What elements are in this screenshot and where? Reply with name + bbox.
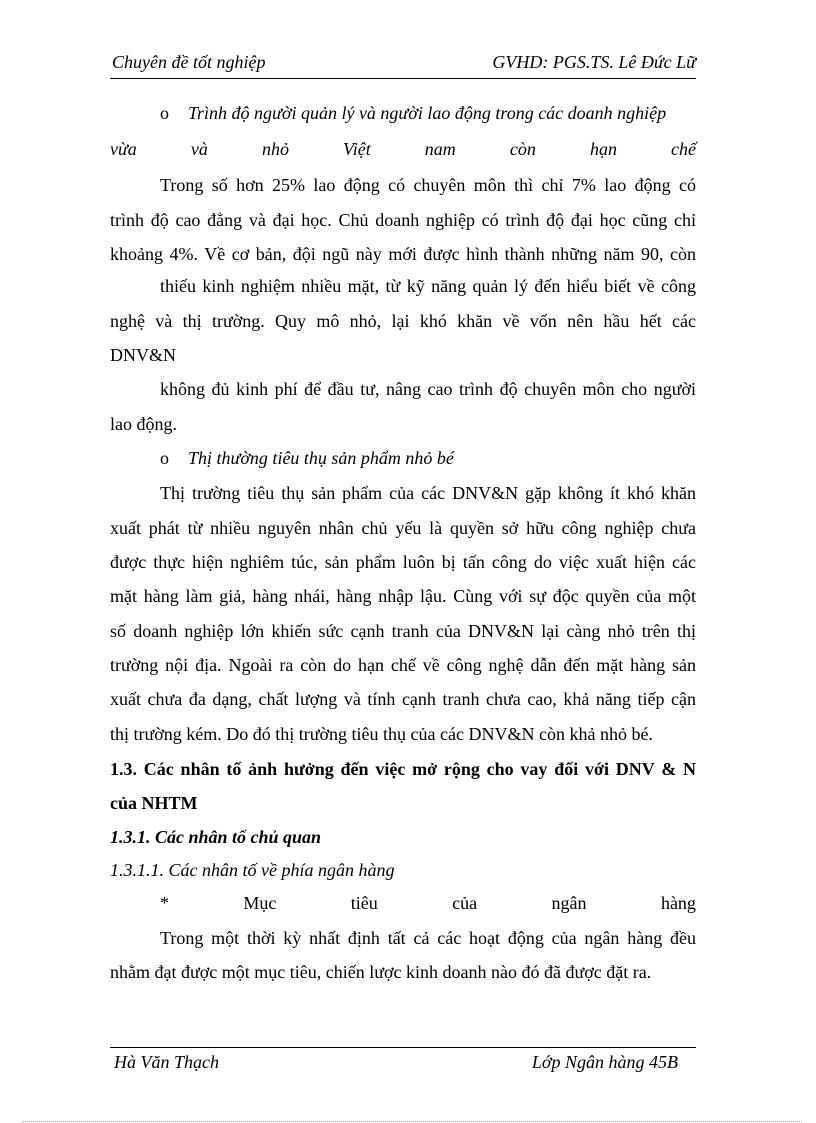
section-heading: 1.3. Các nhân tố ảnh hưởng đến việc mở rộng cho vay đối với DNV & N (110, 759, 696, 779)
word: tiêu (350, 893, 378, 913)
paragraph-line: mặt hàng làm giả, hàng nhái, hàng nhập lậu. Cùng với sự độc quyền của một (110, 586, 696, 606)
bullet-continuation (110, 136, 696, 162)
header-left: Chuyên đề tốt nghiệp (112, 52, 266, 72)
word: Việt (343, 139, 371, 159)
star-heading (110, 890, 696, 916)
word: còn (509, 139, 536, 159)
page-header (110, 52, 696, 79)
word: hạn (589, 139, 617, 159)
paragraph-line: khoảng 4%. Về cơ bản, đội ngũ này mới được hình thành những năm 90, còn (110, 244, 696, 264)
paragraph-line: lao động. (110, 414, 177, 434)
word: chế (671, 139, 696, 159)
paragraph-line: Trong một thời kỳ nhất định tất cả các hoạt động của ngân hàng đều (160, 928, 696, 948)
bullet-item-management-level (110, 100, 746, 126)
word: và (190, 139, 208, 159)
paragraph-line: Thị trường tiêu thụ sản phẩm của các DNV&N gặp không ít khó khăn (160, 483, 696, 503)
subsection-heading: 1.3.1. Các nhân tố chủ quan (110, 827, 322, 847)
word: vừa (110, 139, 137, 159)
bullet-marker: o (160, 103, 169, 123)
paragraph-line: Trong số hơn 25% lao động có chuyên môn thì chỉ 7% lao động có (160, 175, 696, 195)
word: của (452, 893, 478, 913)
paragraph-line: số doanh nghiệp lớn khiến sức cạnh tranh của DNV&N lại càng nhỏ trên thị (110, 621, 696, 641)
paragraph-line: thị trường kém. Do đó thị trường tiêu thụ của các DNV&N còn khả nhỏ bé. (110, 724, 653, 744)
word: nhỏ (261, 139, 289, 159)
bullet-item-market (110, 445, 746, 471)
paragraph-line: trình độ cao đẳng và đại học. Chủ doanh nghiệp có trình độ đại học cũng chỉ (110, 210, 696, 230)
page-edge-divider (22, 1121, 802, 1122)
word: hàng (660, 893, 696, 913)
footer-left: Hà Văn Thạch (114, 1052, 219, 1072)
bullet-marker: o (160, 448, 169, 468)
page-footer (110, 1047, 696, 1074)
header-right: GVHD: PGS.TS. Lê Đức Lữ (492, 52, 696, 72)
paragraph-line: không đủ kinh phí để đầu tư, nâng cao trình độ chuyên môn cho người (160, 379, 696, 399)
word: nam (424, 139, 456, 159)
subsubsection-heading: 1.3.1.1. Các nhân tố về phía ngân hàng (110, 860, 395, 880)
paragraph-line: xuất phát từ nhiều nguyên nhân chủ yếu là quyền sở hữu công nghiệp chưa (110, 518, 696, 538)
word: * (160, 893, 169, 913)
paragraph-line: được thực hiện nghiêm túc, sản phẩm luôn bị tấn công do việc xuất hiện các (110, 552, 696, 572)
word: Mục (243, 893, 277, 913)
bullet-text: Thị thường tiêu thụ sản phẩm nhỏ bé (188, 448, 454, 468)
section-heading-continuation: của NHTM (110, 793, 198, 813)
paragraph-line: thiếu kinh nghiệm nhiều mặt, từ kỹ năng quản lý đến hiểu biết về công (160, 276, 696, 296)
paragraph-line: nghệ và thị trường. Quy mô nhỏ, lại khó khăn về vốn nên hầu hết các (110, 311, 696, 331)
bullet-text: Trình độ người quản lý và người lao động trong các doanh nghiệp (188, 103, 667, 123)
paragraph-line: xuất chưa đa dạng, chất lượng và tính cạnh tranh chưa cao, khả năng tiếp cận (110, 689, 696, 709)
word: ngân (551, 893, 587, 913)
footer-right: Lớp Ngân hàng 45B (531, 1052, 678, 1072)
paragraph-line: nhằm đạt được một mục tiêu, chiến lược kinh doanh nào đó đã được đặt ra. (110, 962, 652, 982)
paragraph-line: trường nội địa. Ngoài ra còn do hạn chế về công nghệ dẫn đến mặt hàng sản (110, 655, 696, 675)
paragraph-line: DNV&N (110, 345, 176, 365)
